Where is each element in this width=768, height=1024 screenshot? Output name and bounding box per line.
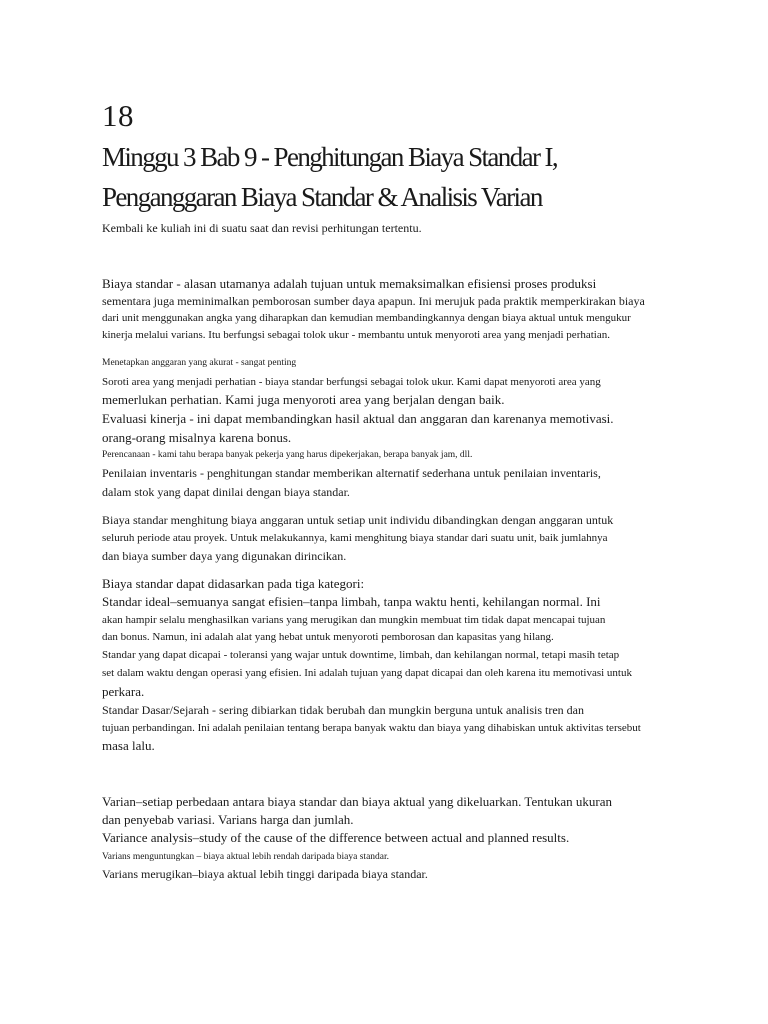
- paragraph-line: masa lalu.: [102, 738, 155, 753]
- paragraph-line: tujuan perbandingan. Ini adalah penilaian tentang berapa banyak waktu dan biaya yang dihabiskan untuk aktivitas tersebut: [102, 722, 641, 734]
- paragraph-line: Soroti area yang menjadi perhatian - biaya standar berfungsi sebagai tolok ukur. Kami dapat menyoroti area yang: [102, 376, 601, 388]
- paragraph-line: perkara.: [102, 684, 145, 699]
- paragraph-line: kinerja melalui varians. Itu berfungsi sebagai tolok ukur - membantu untuk menyoroti area yang menjadi perhatian.: [102, 329, 610, 341]
- page-number: 18: [102, 98, 134, 133]
- paragraph-line: Biaya standar - alasan utamanya adalah tujuan untuk memaksimalkan efisiensi proses produksi: [102, 276, 597, 291]
- paragraph-line: akan hampir selalu menghasilkan varians yang merugikan dan mungkin membuat tim tidak dapat mencapai tujuan: [102, 614, 606, 626]
- paragraph-line: Varians merugikan–biaya aktual lebih tinggi daripada biaya standar.: [102, 867, 428, 881]
- paragraph-line: Standar yang dapat dicapai - toleransi yang wajar untuk downtime, limbah, dan kehilangan normal, tetapi masih tetap: [102, 649, 620, 661]
- paragraph-line: Varian–setiap perbedaan antara biaya standar dan biaya aktual yang dikeluarkan. Tentukan ukuran: [102, 794, 612, 809]
- paragraph-line: Biaya standar menghitung biaya anggaran untuk setiap unit individu dibandingkan dengan anggaran untuk: [102, 513, 614, 527]
- page-title-line-1: Minggu 3 Bab 9 - Penghitungan Biaya Standar I,: [102, 142, 558, 172]
- paragraph-line: sementara juga meminimalkan pemborosan sumber daya apapun. Ini merujuk pada praktik memperkirakan biaya: [102, 294, 645, 308]
- paragraph-line: Standar Dasar/Sejarah - sering dibiarkan tidak berubah dan mungkin berguna untuk analisis tren dan: [102, 703, 584, 717]
- paragraph-line: memerlukan perhatian. Kami juga menyoroti area yang berjalan dengan baik.: [102, 392, 505, 407]
- paragraph-line: Menetapkan anggaran yang akurat - sangat penting: [102, 358, 297, 368]
- paragraph-line: Varians menguntungkan – biaya aktual lebih rendah daripada biaya standar.: [102, 852, 390, 862]
- paragraph-line: set dalam waktu dengan operasi yang efisien. Ini adalah tujuan yang dapat dicapai dan oleh karena itu memotivasi untuk: [102, 667, 632, 679]
- paragraph-line: Biaya standar dapat didasarkan pada tiga kategori:: [102, 576, 365, 591]
- paragraph-line: Variance analysis–study of the cause of the difference between actual and planned results.: [102, 830, 570, 845]
- paragraph-line: dan biaya sumber daya yang digunakan dirincikan.: [102, 549, 347, 563]
- paragraph-line: dan bonus. Namun, ini adalah alat yang hebat untuk menyoroti pemborosan dan kapasitas yang hilang.: [102, 631, 554, 643]
- paragraph-line: orang-orang misalnya karena bonus.: [102, 430, 292, 445]
- paragraph-line: dalam stok yang dapat dinilai dengan biaya standar.: [102, 485, 350, 499]
- paragraph-line: seluruh periode atau proyek. Untuk melakukannya, kami menghitung biaya standar dari suatu unit, baik jumlahnya: [102, 532, 608, 544]
- intro-text: Kembali ke kuliah ini di suatu saat dan revisi perhitungan tertentu.: [102, 221, 422, 235]
- paragraph-line: dan penyebab variasi. Varians harga dan jumlah.: [102, 812, 354, 827]
- paragraph-line: Evaluasi kinerja - ini dapat membandingkan hasil aktual dan anggaran dan karenanya memotivasi.: [102, 411, 614, 426]
- paragraph-line: dari unit menggunakan angka yang diharapkan dan kemudian membandingkannya dengan biaya aktual untuk mengukur: [102, 312, 631, 324]
- paragraph-line: Perencanaan - kami tahu berapa banyak pekerja yang harus dipekerjakan, berapa banyak jam, dll.: [102, 450, 473, 460]
- paragraph-line: Standar ideal–semuanya sangat efisien–tanpa limbah, tanpa waktu henti, kehilangan normal. Ini: [102, 594, 601, 609]
- paragraph-line: Penilaian inventaris - penghitungan standar memberikan alternatif sederhana untuk penilaian inventaris,: [102, 466, 601, 480]
- page-title-line-2: Penganggaran Biaya Standar & Analisis Varian: [102, 182, 542, 212]
